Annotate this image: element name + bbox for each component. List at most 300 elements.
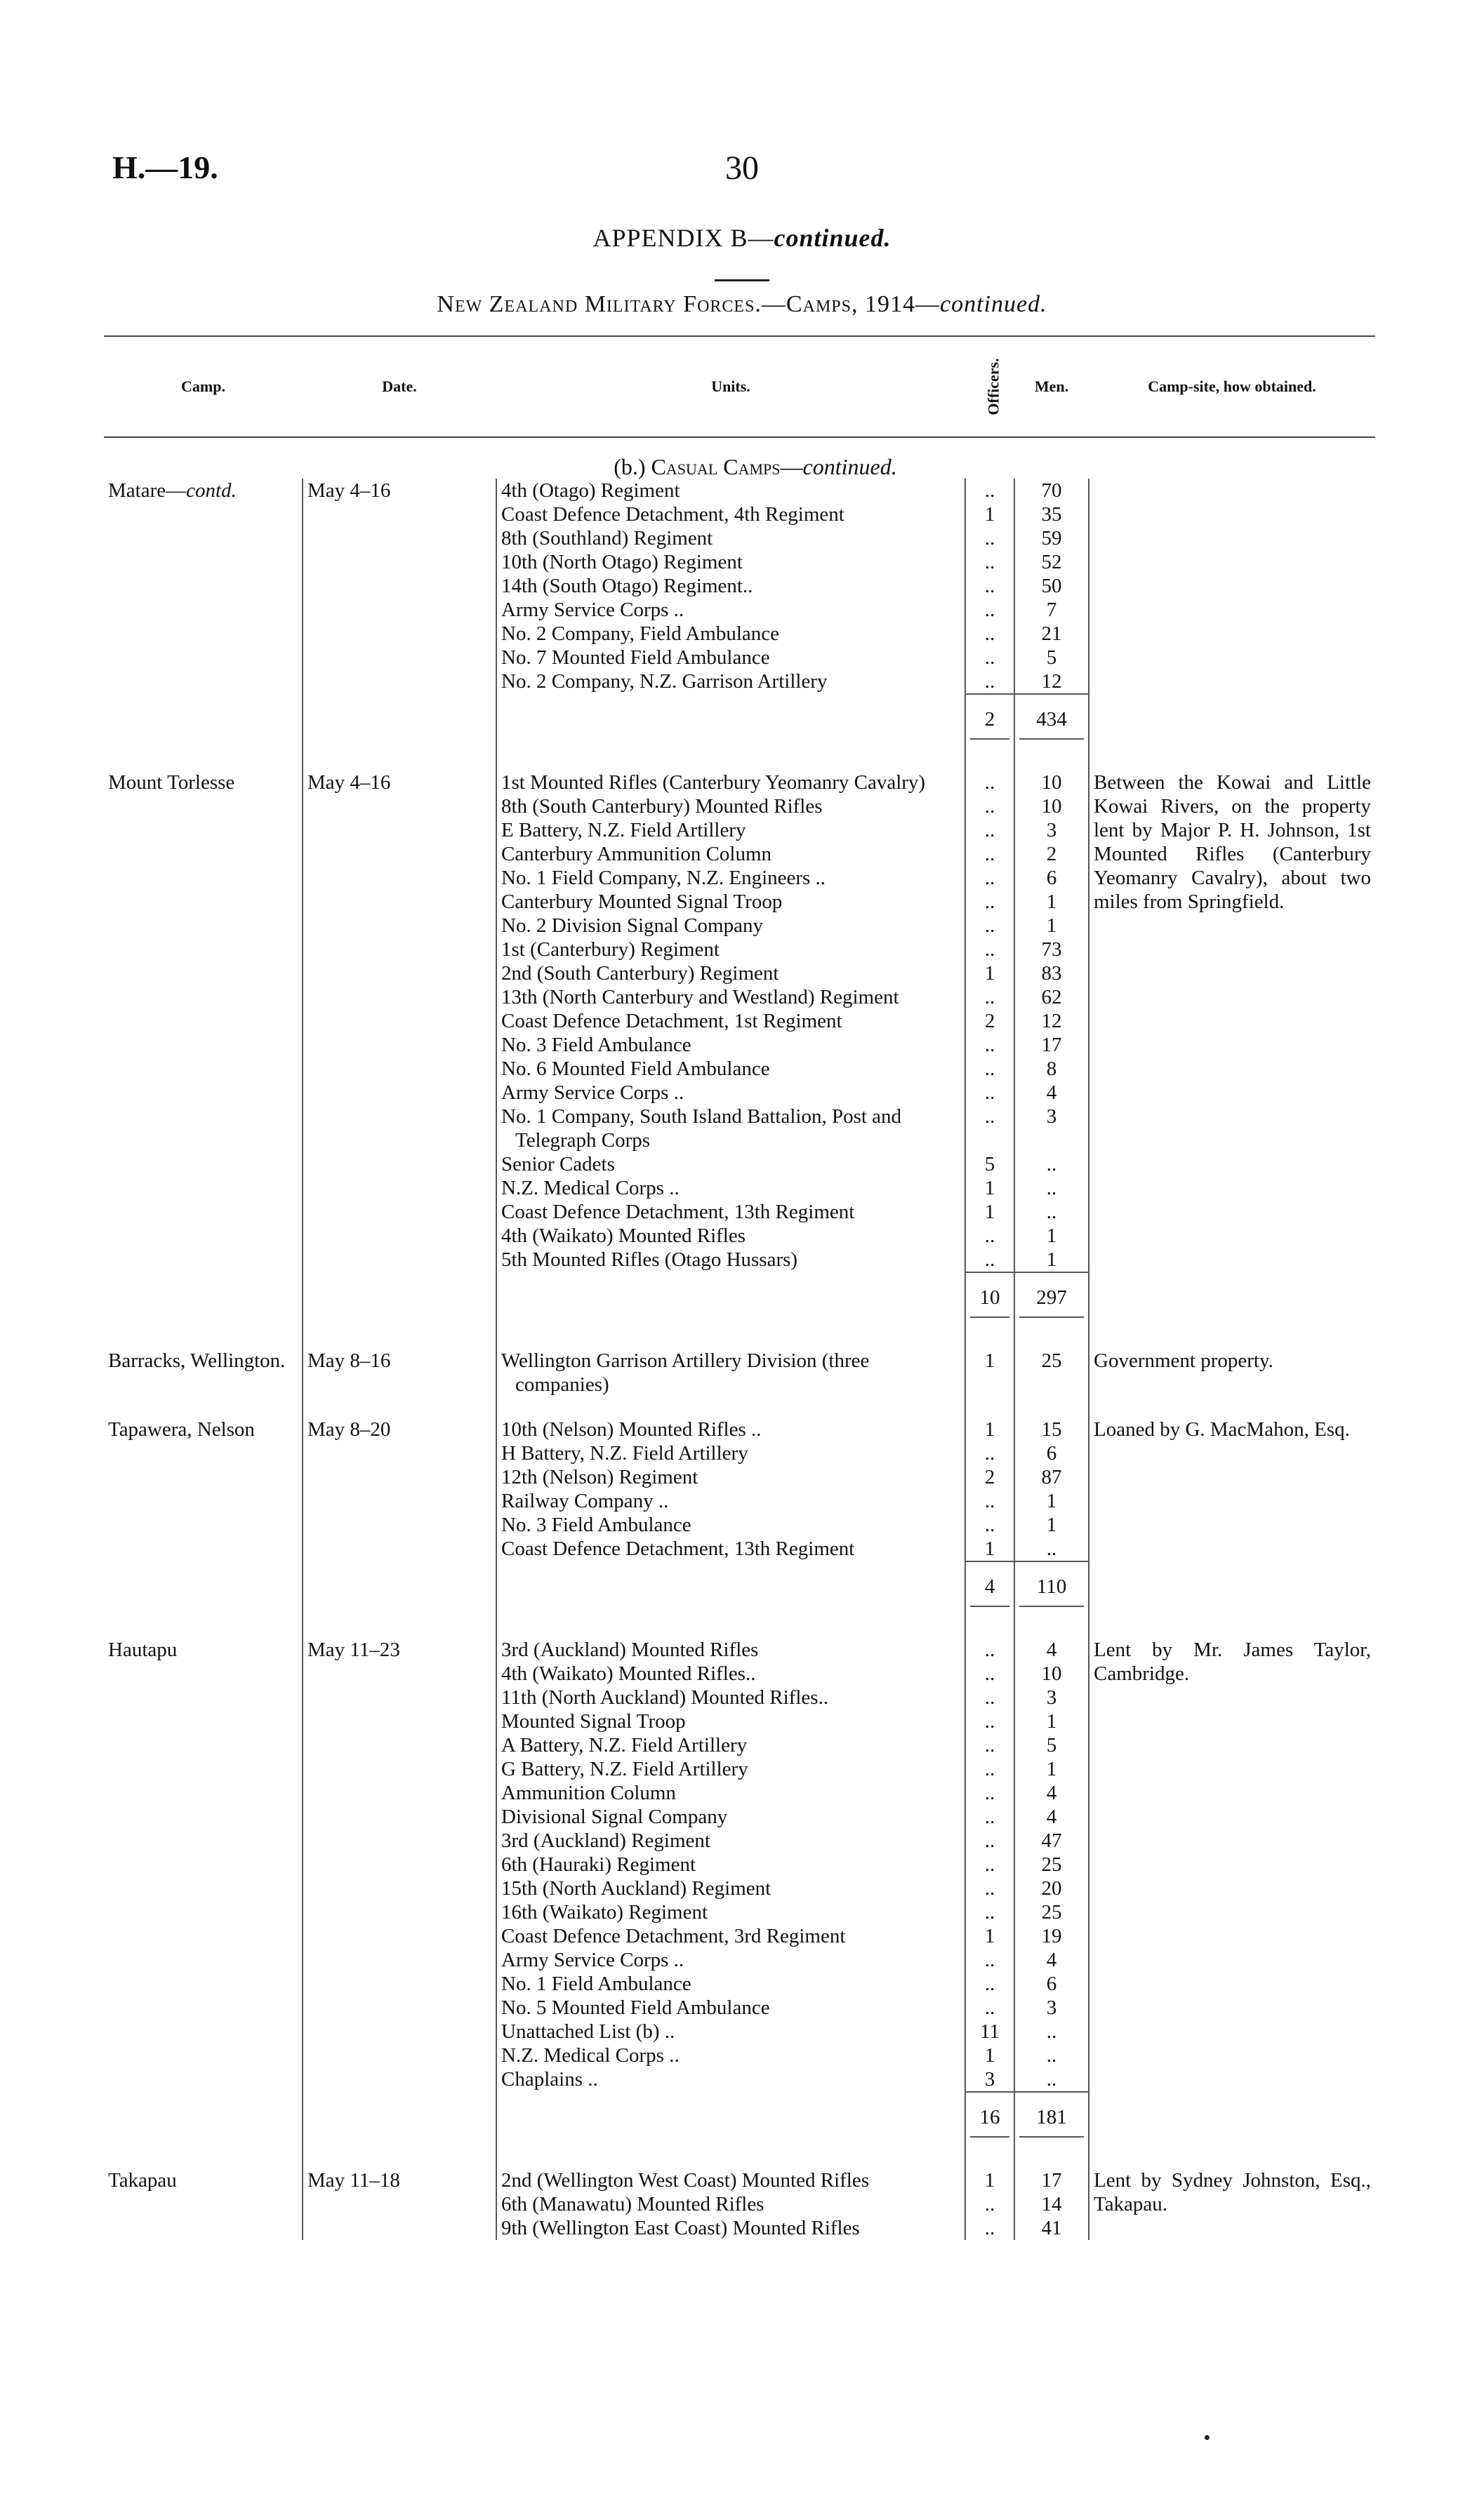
unit-entry (501, 1638, 960, 1662)
total-spacer (104, 2092, 303, 2168)
unit-name: 10th (North Otago) Regiment (501, 551, 743, 573)
camp-date: May 4–16 (303, 479, 496, 694)
unit-entry (501, 1948, 960, 1972)
unit-men: 17 (1014, 2168, 1089, 2192)
unit-cell (496, 1248, 965, 1272)
unit-cell (496, 1972, 965, 1996)
unit-name: 8th (Southland) Regiment (501, 527, 713, 549)
unit-cell (496, 1805, 965, 1829)
page-number: 30 (725, 149, 759, 187)
appendix-title-main: APPENDIX B— (592, 224, 774, 252)
unit-name: 6th (Manawatu) Mounted Rifles (501, 2193, 764, 2215)
camp-site: Loaned by G. MacMahon, Esq. (1089, 1418, 1375, 1638)
unit-officers: .. (965, 1900, 1014, 1924)
unit-officers: .. (965, 1996, 1014, 2020)
unit-name: No. 3 Field Ambulance (501, 1514, 691, 1536)
unit-entry (501, 1200, 960, 1224)
camp-name (104, 479, 303, 694)
camp-site (1089, 479, 1375, 771)
unit-cell (496, 1513, 965, 1537)
camp-name-text: Takapau (108, 2169, 177, 2192)
unit-officers: .. (965, 938, 1014, 961)
unit-officers: .. (965, 574, 1014, 598)
unit-officers: 1 (965, 2044, 1014, 2067)
unit-cell (496, 1152, 965, 1176)
total-spacer (496, 1272, 965, 1349)
total-men-cell (1014, 2092, 1089, 2168)
unit-entry (501, 1686, 960, 1709)
unit-officers: .. (965, 1489, 1014, 1513)
unit-name: No. 5 Mounted Field Ambulance (501, 1996, 770, 2019)
unit-cell (496, 479, 965, 502)
unit-men: .. (1014, 1176, 1089, 1200)
unit-cell (496, 1489, 965, 1513)
unit-officers: 1 (965, 1418, 1014, 1441)
unit-men: 4 (1014, 1948, 1089, 1972)
unit-name: No. 3 Field Ambulance (501, 1034, 691, 1056)
unit-men: 12 (1014, 1009, 1089, 1033)
unit-entry (501, 1733, 960, 1757)
unit-cell (496, 2168, 965, 2192)
col-header-units: Units. (496, 336, 965, 437)
unit-entry (501, 1033, 960, 1057)
unit-entry (501, 914, 960, 938)
unit-cell (496, 1418, 965, 1441)
unit-men: 25 (1014, 1349, 1089, 1396)
total-spacer (303, 1561, 496, 1638)
unit-cell (496, 1200, 965, 1224)
unit-cell (496, 2192, 965, 2216)
gap-cell (1014, 1396, 1089, 1418)
unit-name: No. 2 Company, N.Z. Garrison Artillery (501, 670, 828, 693)
col-header-officers-label: Officers. (984, 358, 1002, 415)
col-header-men: Men. (1014, 336, 1089, 437)
unit-cell (496, 669, 965, 694)
total-spacer (303, 694, 496, 771)
unit-cell (496, 1537, 965, 1561)
unit-entry (501, 1829, 960, 1853)
gap-cell (965, 1396, 1014, 1418)
unit-officers: .. (965, 550, 1014, 574)
unit-officers: 1 (965, 961, 1014, 985)
camp-name-text: Tapawera, Nelson (108, 1418, 255, 1441)
camp-name (104, 771, 303, 1272)
unit-men: 10 (1014, 1662, 1089, 1686)
unit-entry (501, 1489, 960, 1513)
unit-men: 50 (1014, 574, 1089, 598)
total-spacer (104, 694, 303, 771)
unit-cell (496, 1465, 965, 1489)
unit-cell (496, 1057, 965, 1081)
unit-name: 11th (North Auckland) Mounted Rifles.. (501, 1686, 829, 1709)
unit-name: 2nd (South Canterbury) Regiment (501, 962, 779, 985)
unit-cell (496, 794, 965, 818)
unit-officers: .. (965, 1757, 1014, 1781)
unit-men: 20 (1014, 1876, 1089, 1900)
camp-name (104, 2168, 303, 2240)
unit-men: 10 (1014, 771, 1089, 794)
unit-men: 1 (1014, 1513, 1089, 1537)
unit-name: N.Z. Medical Corps .. (501, 2044, 680, 2067)
unit-officers: .. (965, 1686, 1014, 1709)
total-officers-cell (965, 1272, 1014, 1349)
total-men: 181 (1019, 2105, 1084, 2138)
unit-officers: .. (965, 1733, 1014, 1757)
unit-officers: .. (965, 1805, 1014, 1829)
unit-entry (501, 526, 960, 550)
table-header-row (104, 336, 1375, 437)
col-header-camp: Camp. (104, 336, 303, 437)
unit-name: E Battery, N.Z. Field Artillery (501, 819, 746, 841)
unit-entry (501, 842, 960, 866)
unit-officers: .. (965, 794, 1014, 818)
unit-cell (496, 1781, 965, 1805)
total-men: 297 (1019, 1286, 1084, 1318)
unit-cell (496, 502, 965, 526)
unit-cell (496, 1924, 965, 1948)
unit-entry (501, 1662, 960, 1686)
unit-officers: 1 (965, 1200, 1014, 1224)
unit-men: 62 (1014, 985, 1089, 1009)
unit-entry (501, 1900, 960, 1924)
camps-table (104, 335, 1375, 2240)
unit-name: 9th (Wellington East Coast) Mounted Rifles (501, 2217, 860, 2239)
unit-men: 1 (1014, 1248, 1089, 1272)
unit-entry (501, 1057, 960, 1081)
unit-officers: .. (965, 2216, 1014, 2240)
unit-men: .. (1014, 2044, 1089, 2067)
unit-name: No. 1 Field Ambulance (501, 1973, 691, 1995)
unit-cell (496, 1900, 965, 1924)
unit-cell (496, 622, 965, 646)
total-men-cell (1014, 1561, 1089, 1638)
unit-name: Coast Defence Detachment, 13th Regiment (501, 1201, 855, 1223)
unit-entry (501, 479, 960, 502)
table-row (104, 1418, 1375, 1441)
unit-name: 16th (Waikato) Regiment (501, 1901, 708, 1924)
camp-name-suffix: contd. (186, 479, 237, 502)
unit-cell (496, 938, 965, 961)
table-subtitle-main: New Zealand Military Forces.—Camps, 1914— (437, 291, 940, 317)
unit-men: 59 (1014, 526, 1089, 550)
unit-cell (496, 818, 965, 842)
unit-men: 1 (1014, 890, 1089, 914)
unit-men: 3 (1014, 1105, 1089, 1152)
unit-name: 5th Mounted Rifles (Otago Hussars) (501, 1248, 798, 1271)
section-heading (496, 437, 1014, 479)
unit-officers: .. (965, 1441, 1014, 1465)
camp-date: May 11–18 (303, 2168, 496, 2240)
unit-entry (501, 961, 960, 985)
unit-cell (496, 842, 965, 866)
unit-officers: .. (965, 1513, 1014, 1537)
unit-name: No. 1 Field Company, N.Z. Engineers .. (501, 867, 826, 889)
camp-date: May 4–16 (303, 771, 496, 1272)
unit-name: 3rd (Auckland) Regiment (501, 1829, 710, 1852)
unit-name: Mounted Signal Troop (501, 1710, 686, 1733)
unit-entry (501, 2168, 960, 2192)
camp-name-text: Hautapu (108, 1639, 178, 1661)
unit-entry (501, 818, 960, 842)
table-row (104, 1349, 1375, 1396)
unit-officers: 5 (965, 1152, 1014, 1176)
unit-name: 2nd (Wellington West Coast) Mounted Rifles (501, 2169, 869, 2192)
unit-men: 3 (1014, 1686, 1089, 1709)
unit-officers: 1 (965, 1924, 1014, 1948)
unit-entry (501, 598, 960, 622)
unit-men: 8 (1014, 1057, 1089, 1081)
camp-site: Lent by Mr. James Taylor, Cambridge. (1089, 1638, 1375, 2168)
unit-cell (496, 526, 965, 550)
unit-men: 6 (1014, 1441, 1089, 1465)
unit-entry (501, 1465, 960, 1489)
camp-name-text: Mount Torlesse (108, 771, 235, 794)
unit-name: 3rd (Auckland) Mounted Rifles (501, 1639, 759, 1661)
table-row (104, 1638, 1375, 1662)
unit-men: 6 (1014, 866, 1089, 890)
unit-entry (501, 669, 960, 693)
unit-men: 5 (1014, 646, 1089, 669)
unit-name: No. 6 Mounted Field Ambulance (501, 1058, 770, 1080)
unit-cell (496, 2044, 965, 2067)
unit-cell (496, 598, 965, 622)
unit-officers: 1 (965, 1176, 1014, 1200)
unit-officers: 2 (965, 1465, 1014, 1489)
unit-men: 3 (1014, 818, 1089, 842)
unit-entry (501, 794, 960, 818)
total-officers-cell (965, 1561, 1014, 1638)
unit-officers: .. (965, 622, 1014, 646)
unit-men: 70 (1014, 479, 1089, 502)
unit-entry (501, 1105, 960, 1152)
col-header-site: Camp-site, how obtained. (1089, 336, 1375, 437)
title-divider (715, 279, 769, 281)
unit-men: .. (1014, 1152, 1089, 1176)
unit-officers: 1 (965, 1537, 1014, 1561)
gap-row (104, 1396, 1375, 1418)
unit-name: Railway Company .. (501, 1490, 669, 1512)
unit-cell (496, 550, 965, 574)
unit-cell (496, 1224, 965, 1248)
unit-men: 19 (1014, 1924, 1089, 1948)
unit-entry (501, 938, 960, 961)
unit-entry (501, 1709, 960, 1733)
unit-officers: .. (965, 1972, 1014, 1996)
unit-cell (496, 1081, 965, 1105)
unit-entry (501, 1349, 960, 1396)
unit-cell (496, 1662, 965, 1686)
unit-name: Chaplains .. (501, 2068, 598, 2091)
unit-men: 4 (1014, 1081, 1089, 1105)
document-id: H.—19. (112, 149, 218, 185)
unit-entry (501, 2044, 960, 2067)
total-spacer (303, 1272, 496, 1349)
total-officers-cell (965, 2092, 1014, 2168)
unit-entry (501, 1418, 960, 1441)
unit-men: 6 (1014, 1972, 1089, 1996)
unit-entry (501, 985, 960, 1009)
unit-officers: .. (965, 1948, 1014, 1972)
camp-name-text: Matare— (108, 479, 187, 502)
table-row (104, 771, 1375, 794)
gap-cell (1089, 1396, 1375, 1418)
col-header-date: Date. (303, 336, 496, 437)
camp-date: May 8–20 (303, 1418, 496, 1561)
total-officers: 10 (970, 1286, 1009, 1318)
unit-men: .. (1014, 2067, 1089, 2092)
unit-name: 12th (Nelson) Regiment (501, 1466, 698, 1488)
total-spacer (496, 2092, 965, 2168)
unit-officers: 1 (965, 1349, 1014, 1396)
unit-name: 1st (Canterbury) Regiment (501, 938, 720, 961)
unit-name: 10th (Nelson) Mounted Rifles .. (501, 1418, 762, 1441)
unit-officers: .. (965, 1662, 1014, 1686)
unit-officers: .. (965, 866, 1014, 890)
unit-name: No. 7 Mounted Field Ambulance (501, 646, 770, 669)
unit-officers: .. (965, 669, 1014, 694)
appendix-title (0, 223, 1484, 253)
unit-officers: .. (965, 1081, 1014, 1105)
unit-officers: .. (965, 1105, 1014, 1152)
unit-entry (501, 2067, 960, 2091)
unit-name: Coast Defence Detachment, 1st Regiment (501, 1010, 842, 1032)
unit-men: 35 (1014, 502, 1089, 526)
unit-entry (501, 890, 960, 914)
unit-officers: .. (965, 1853, 1014, 1876)
unit-name: H Battery, N.Z. Field Artillery (501, 1442, 748, 1465)
unit-officers: .. (965, 1057, 1014, 1081)
unit-cell (496, 1948, 965, 1972)
unit-men: .. (1014, 1200, 1089, 1224)
camp-date: May 8–16 (303, 1349, 496, 1396)
unit-cell (496, 574, 965, 598)
unit-cell (496, 771, 965, 794)
total-men: 434 (1019, 707, 1084, 740)
unit-men: 14 (1014, 2192, 1089, 2216)
unit-cell (496, 1033, 965, 1057)
unit-men: 47 (1014, 1829, 1089, 1853)
unit-cell (496, 1009, 965, 1033)
unit-entry (501, 1224, 960, 1248)
unit-entry (501, 1248, 960, 1272)
unit-name: Coast Defence Detachment, 13th Regiment (501, 1538, 855, 1560)
unit-entry (501, 1805, 960, 1829)
unit-name: 1st Mounted Rifles (Canterbury Yeomanry Cavalry) (501, 771, 926, 794)
unit-cell (496, 1638, 965, 1662)
unit-name: 4th (Otago) Regiment (501, 479, 680, 502)
unit-cell (496, 646, 965, 669)
unit-officers: .. (965, 598, 1014, 622)
total-men: 110 (1019, 1575, 1084, 1607)
unit-entry (501, 1537, 960, 1561)
camp-name (104, 1349, 303, 1396)
col-header-officers (965, 336, 1014, 437)
unit-men: 83 (1014, 961, 1089, 985)
unit-name: Army Service Corps .. (501, 1081, 684, 1104)
unit-men: 1 (1014, 914, 1089, 938)
unit-men: 73 (1014, 938, 1089, 961)
unit-men: 87 (1014, 1465, 1089, 1489)
unit-name: 15th (North Auckland) Regiment (501, 1877, 771, 1900)
unit-name: 14th (South Otago) Regiment.. (501, 575, 753, 597)
unit-cell (496, 1349, 965, 1396)
unit-entry (501, 1924, 960, 1948)
unit-entry (501, 1757, 960, 1781)
unit-cell (496, 1709, 965, 1733)
total-men-cell (1014, 694, 1089, 771)
unit-cell (496, 2216, 965, 2240)
unit-cell (496, 1853, 965, 1876)
unit-name: 8th (South Canterbury) Mounted Rifles (501, 795, 823, 818)
unit-men: 7 (1014, 598, 1089, 622)
unit-entry (501, 502, 960, 526)
camp-site: Government property. (1089, 1349, 1375, 1396)
unit-entry (501, 1441, 960, 1465)
unit-name: A Battery, N.Z. Field Artillery (501, 1734, 748, 1756)
unit-men: 4 (1014, 1638, 1089, 1662)
unit-officers: .. (965, 2192, 1014, 2216)
unit-officers: .. (965, 1248, 1014, 1272)
unit-cell (496, 2067, 965, 2092)
unit-men: 17 (1014, 1033, 1089, 1057)
unit-cell (496, 1757, 965, 1781)
unit-cell (496, 1686, 965, 1709)
section-prefix: (b.) (614, 454, 651, 479)
unit-cell (496, 1441, 965, 1465)
section-heading-row (104, 437, 1375, 479)
unit-officers: .. (965, 890, 1014, 914)
total-spacer (104, 1272, 303, 1349)
unit-men: 3 (1014, 1996, 1089, 2020)
unit-entry (501, 1853, 960, 1876)
unit-officers: .. (965, 1709, 1014, 1733)
unit-men: 1 (1014, 1709, 1089, 1733)
unit-name: 6th (Hauraki) Regiment (501, 1853, 696, 1876)
unit-men: 12 (1014, 669, 1089, 694)
unit-name: 13th (North Canterbury and Westland) Regiment (501, 986, 899, 1008)
unit-men: 15 (1014, 1418, 1089, 1441)
unit-men: 41 (1014, 2216, 1089, 2240)
unit-entry (501, 1781, 960, 1805)
unit-name: Ammunition Column (501, 1782, 676, 1804)
unit-men: 52 (1014, 550, 1089, 574)
unit-men: 4 (1014, 1781, 1089, 1805)
unit-officers: 11 (965, 2020, 1014, 2044)
unit-officers: .. (965, 914, 1014, 938)
unit-men: 4 (1014, 1805, 1089, 1829)
unit-entry (501, 1876, 960, 1900)
unit-entry (501, 1081, 960, 1105)
unit-men: 25 (1014, 1853, 1089, 1876)
unit-officers: .. (965, 1781, 1014, 1805)
unit-cell (496, 985, 965, 1009)
unit-name: Wellington Garrison Artillery Division (three companies) (501, 1349, 870, 1396)
unit-entry (501, 622, 960, 646)
total-officers-cell (965, 694, 1014, 771)
unit-officers: 3 (965, 2067, 1014, 2092)
unit-entry (501, 1972, 960, 1996)
unit-officers: .. (965, 1638, 1014, 1662)
camp-date: May 11–23 (303, 1638, 496, 2092)
unit-officers: .. (965, 1224, 1014, 1248)
unit-name: Divisional Signal Company (501, 1806, 728, 1828)
unit-entry (501, 2192, 960, 2216)
total-spacer (104, 1561, 303, 1638)
unit-entry (501, 1176, 960, 1200)
unit-officers: .. (965, 771, 1014, 794)
unit-cell (496, 2020, 965, 2044)
unit-men: 1 (1014, 1757, 1089, 1781)
